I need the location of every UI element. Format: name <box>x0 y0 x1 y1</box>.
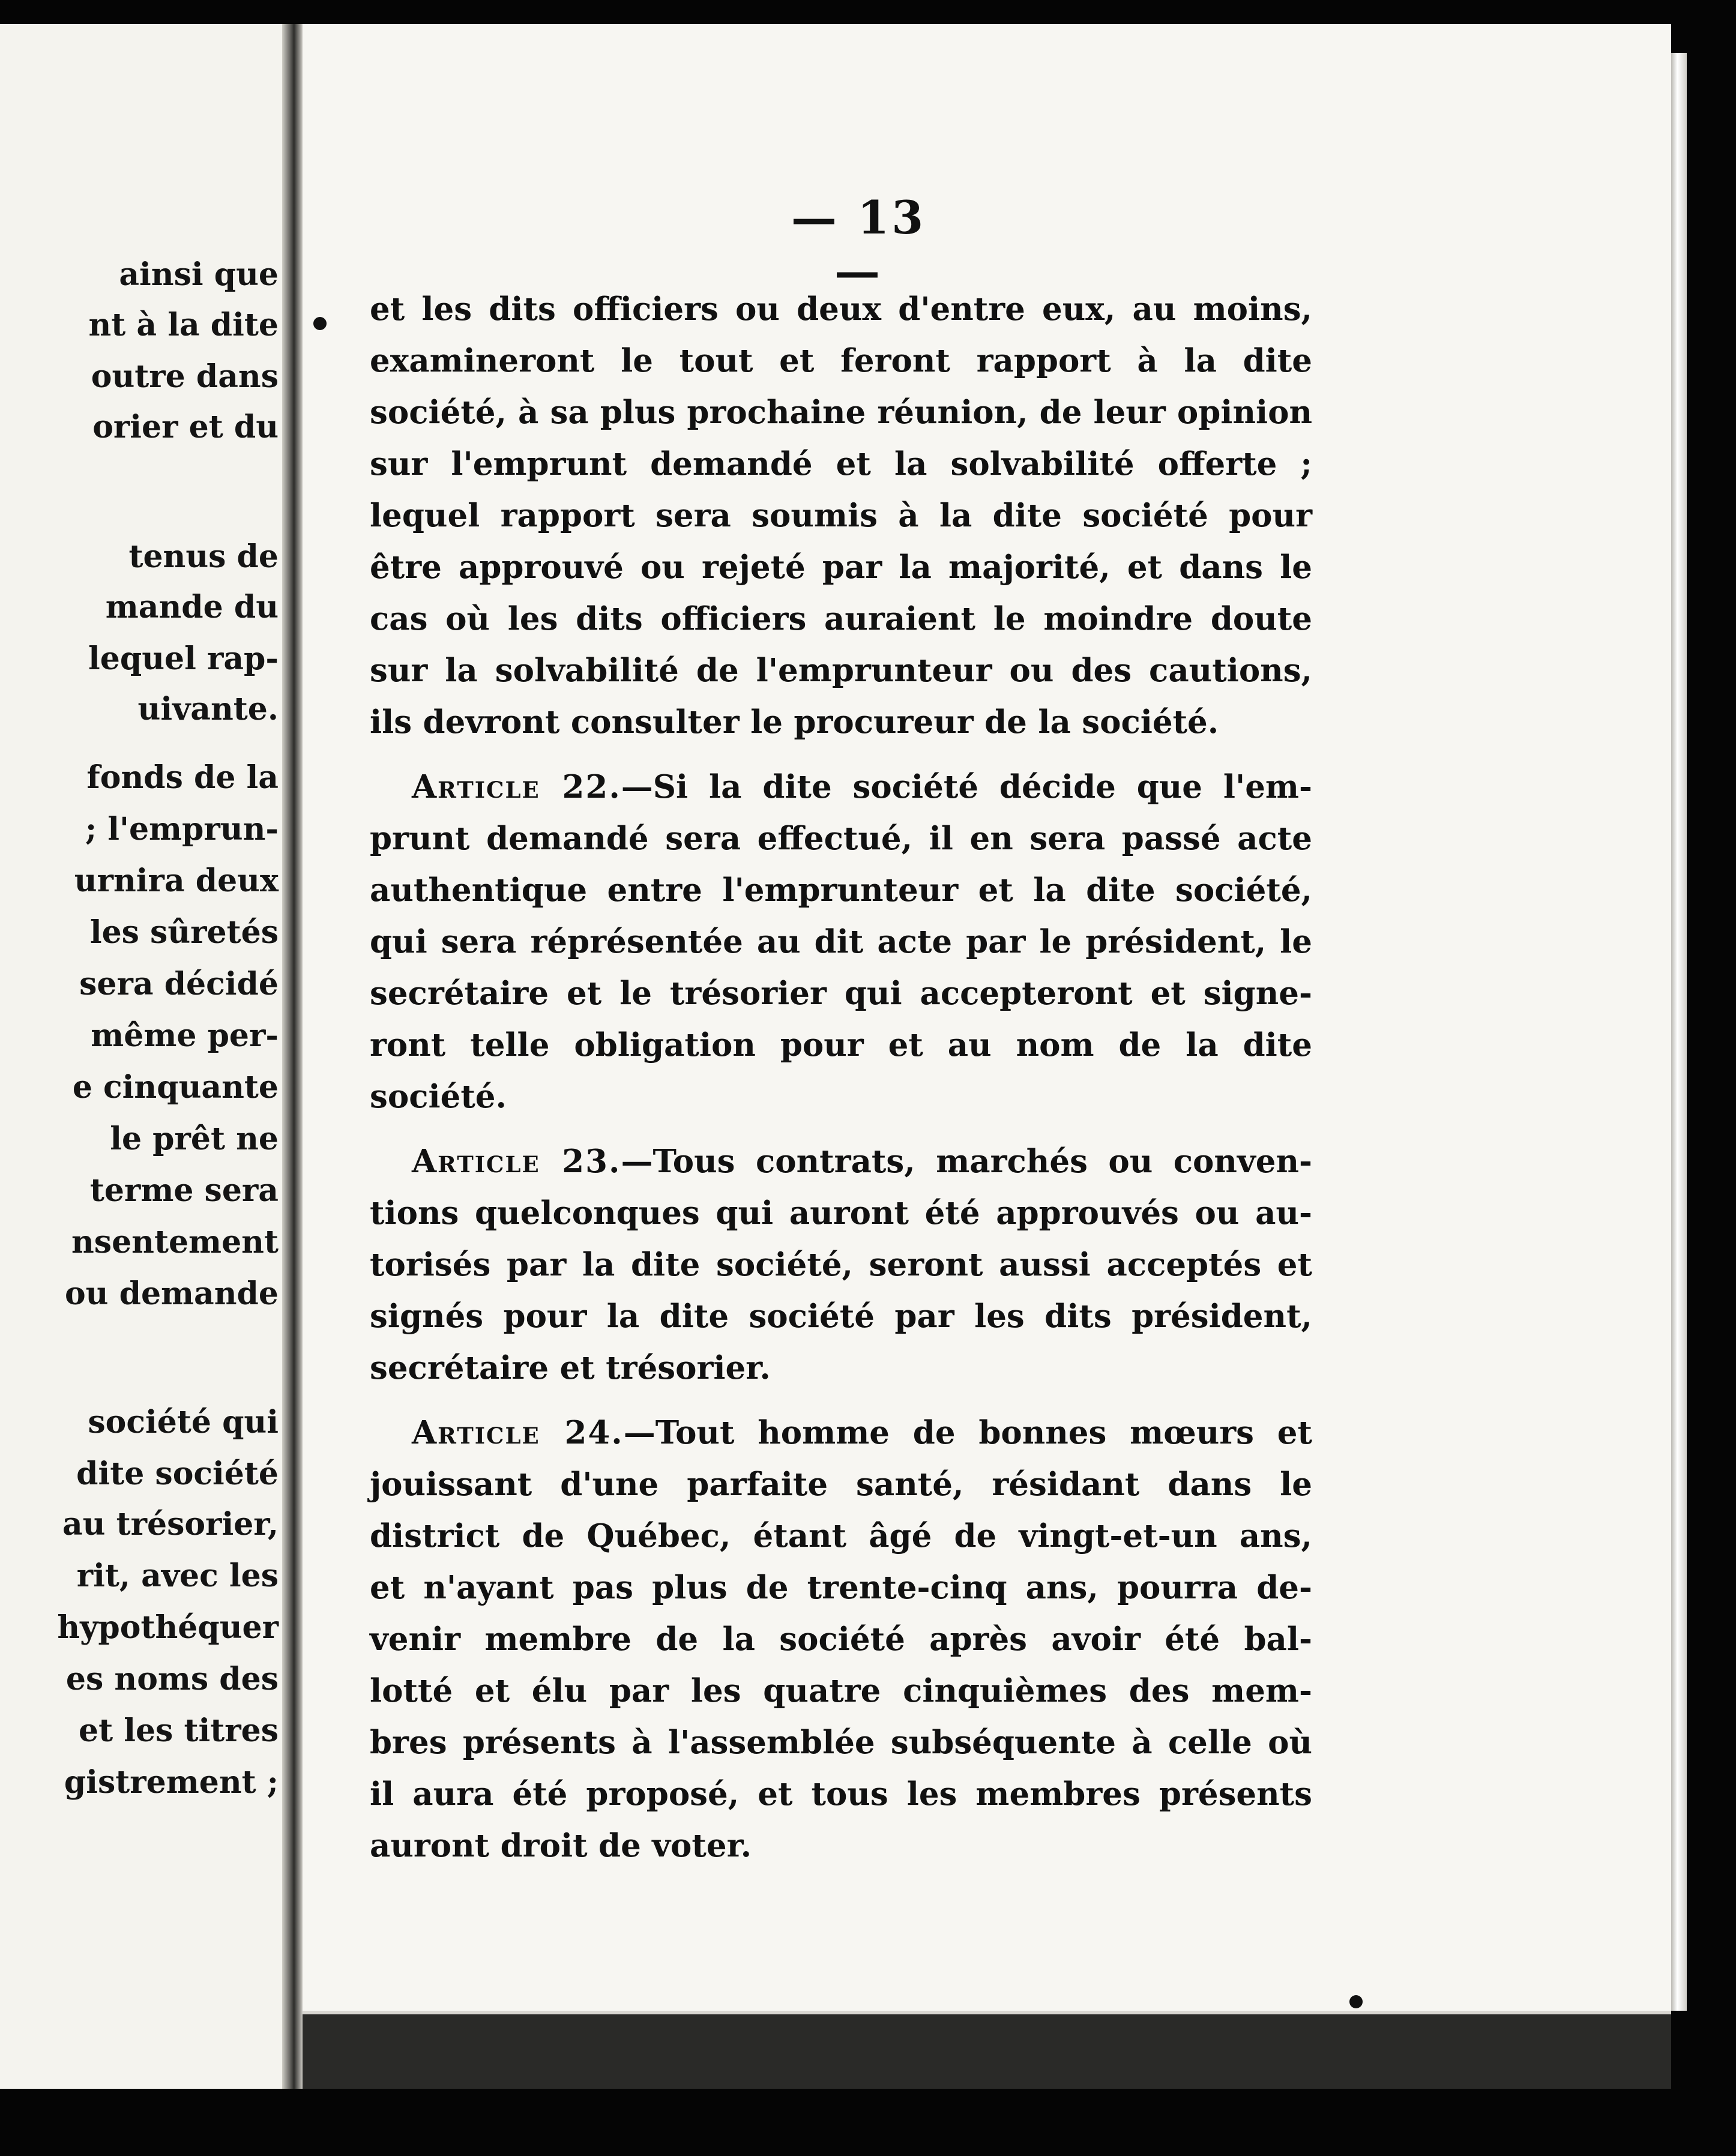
facing-page-line: e cinquante <box>72 1069 279 1106</box>
article-label: Article 23. <box>412 1143 621 1180</box>
facing-page-line: lequel rap- <box>88 640 279 677</box>
facing-page-line: mande du <box>105 589 279 625</box>
facing-page-line: nsentement <box>71 1224 279 1260</box>
body-line: district de Québec, étant âgé de vingt-et-un ans, <box>370 1517 1312 1555</box>
facing-page-line: et les titres <box>79 1712 279 1749</box>
facing-page-line: hypothéquer <box>57 1609 279 1646</box>
body-line: venir membre de la société après avoir été bal- <box>370 1621 1312 1658</box>
facing-page-line: ; l'emprun- <box>85 811 279 848</box>
body-line: ront telle obligation pour et au nom de la dite <box>370 1026 1312 1064</box>
article-label: Article 22. <box>412 768 621 805</box>
body-line: signés pour la dite société par les dits président, <box>370 1298 1312 1335</box>
body-line: société. <box>370 1078 507 1115</box>
facing-page-line: gistrement ; <box>64 1764 279 1801</box>
facing-page-line: le prêt ne <box>110 1121 279 1157</box>
body-line: auront droit de voter. <box>370 1827 752 1864</box>
body-line: et les dits officiers ou deux d'entre eux, au moins, <box>370 291 1312 328</box>
body-line: sur l'emprunt demandé et la solvabilité offerte ; <box>370 445 1312 483</box>
facing-page-line: urnira deux <box>74 863 279 899</box>
facing-page-line: au trésorier, <box>62 1506 279 1543</box>
facing-page-line: es noms des <box>65 1661 279 1697</box>
body-line: il aura été proposé, et tous les membres présents <box>370 1775 1312 1813</box>
article-first-line <box>412 1407 1312 1459</box>
facing-page-line: rit, avec les <box>76 1558 279 1594</box>
article-text: —Si la dite société décide que l'em- <box>621 768 1313 805</box>
page-number: — 13 — <box>791 191 926 298</box>
facing-page-line: outre dans <box>91 358 279 395</box>
article-label: Article 24. <box>412 1414 624 1451</box>
body-line: examineront le tout et feront rapport à la dite <box>370 342 1312 379</box>
scan-speck-dot <box>313 317 327 330</box>
facing-page-line: fonds de la <box>86 759 279 796</box>
body-line: ils devront consulter le procureur de la société. <box>370 703 1219 741</box>
scan-bottom-margin <box>303 2014 1671 2089</box>
article-text: —Tout homme de bonnes mœurs et <box>623 1414 1312 1451</box>
body-line: authentique entre l'emprunteur et la dite société, <box>370 872 1312 909</box>
page-edge <box>1671 53 1687 2011</box>
body-line: sur la solvabilité de l'emprunteur ou des cautions, <box>370 652 1312 689</box>
facing-page-line: société qui <box>88 1404 279 1441</box>
body-line: secrétaire et le trésorier qui accepteront et signe- <box>370 975 1312 1012</box>
facing-page-line: ou demande <box>64 1275 279 1312</box>
facing-page-line: dite société <box>76 1456 279 1492</box>
book-gutter <box>282 24 304 2089</box>
body-line: qui sera réprésentée au dit acte par le président, le <box>370 923 1312 960</box>
facing-page-line: les sûretés <box>89 914 279 951</box>
facing-page-line: orier et du <box>92 409 279 445</box>
body-line: bres présents à l'assemblée subséquente à celle où <box>370 1724 1312 1761</box>
body-line: prunt demandé sera effectué, il en sera passé acte <box>370 820 1312 857</box>
facing-page-line: uivante. <box>137 691 279 727</box>
facing-page-line: nt à la dite <box>88 307 279 343</box>
facing-page-line: tenus de <box>128 538 279 575</box>
scan-speck-dot <box>1349 1995 1363 2008</box>
facing-page-line: même per- <box>91 1017 279 1054</box>
body-line: lequel rapport sera soumis à la dite société pour <box>370 497 1312 534</box>
body-line: torisés par la dite société, seront aussi acceptés et <box>370 1246 1312 1283</box>
facing-page-line: sera décidé <box>79 966 279 1002</box>
facing-page-line: ainsi que <box>119 256 279 293</box>
body-line: secrétaire et trésorier. <box>370 1349 771 1387</box>
facing-page-left <box>0 24 287 2089</box>
body-line: tions quelconques qui auront été approuvés ou au- <box>370 1194 1312 1232</box>
body-line: cas où les dits officiers auraient le moindre doute <box>370 600 1312 637</box>
body-line: société, à sa plus prochaine réunion, de leur opinion <box>370 394 1312 431</box>
body-line: lotté et élu par les quatre cinquièmes des mem- <box>370 1672 1312 1709</box>
body-line: jouissant d'une parfaite santé, résidant dans le <box>370 1466 1312 1503</box>
body-line: être approuvé ou rejeté par la majorité, et dans le <box>370 549 1312 586</box>
facing-page-line: terme sera <box>89 1172 279 1209</box>
body-line: et n'ayant pas plus de trente-cinq ans, pourra de- <box>370 1569 1312 1606</box>
article-first-line <box>412 1136 1312 1187</box>
article-first-line <box>412 761 1312 813</box>
article-text: —Tous contrats, marchés ou conven- <box>621 1143 1312 1180</box>
